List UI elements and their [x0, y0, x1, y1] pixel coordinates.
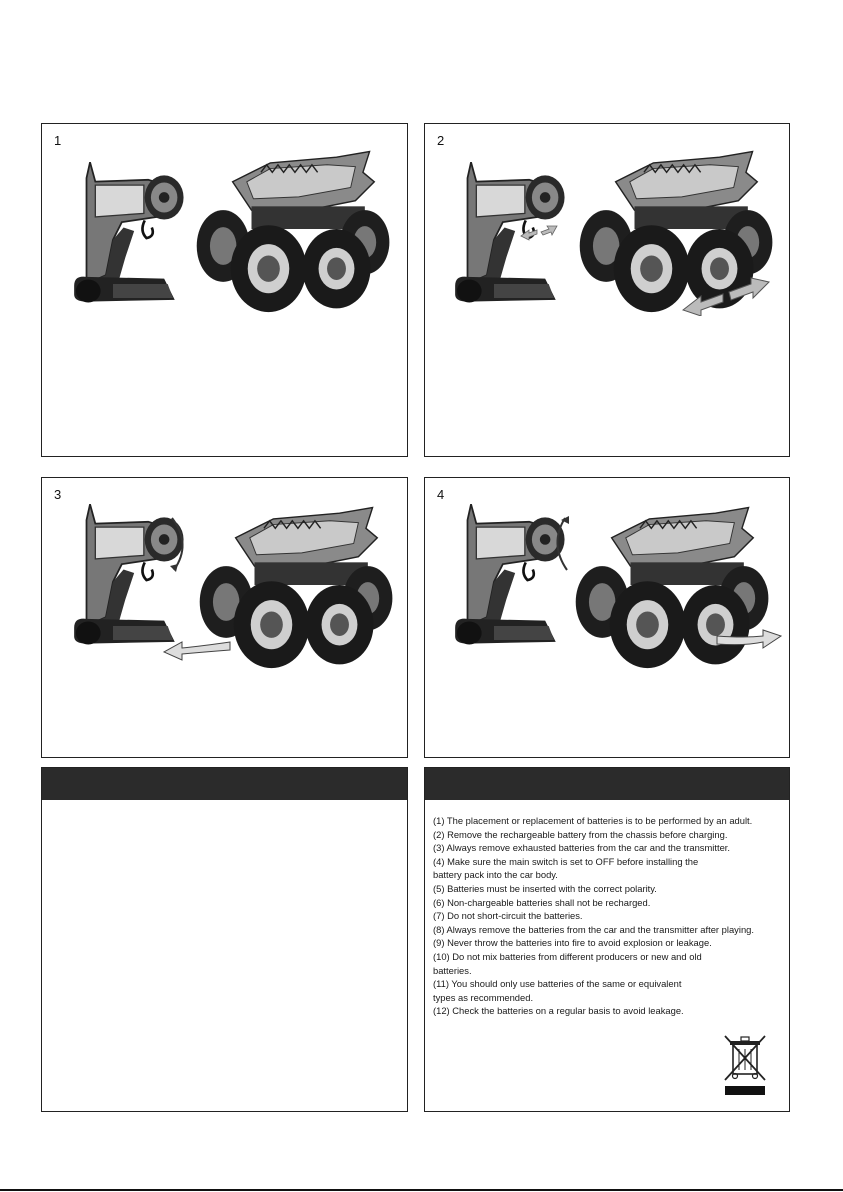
step-panel-2	[424, 123, 790, 457]
step-number: 3	[54, 487, 62, 502]
page-bottom-rule	[0, 1189, 843, 1191]
crossed-out-wheelie-bin-icon	[721, 1034, 769, 1098]
step-number: 4	[437, 487, 445, 502]
section-header-bar	[42, 768, 407, 800]
warning-item-continued: battery pack into the car body.	[433, 869, 558, 881]
warning-item: (11) You should only use batteries of the same or equivalent	[433, 978, 682, 990]
battery-warning-list	[433, 814, 785, 1018]
warning-item-continued: batteries.	[433, 964, 472, 976]
step-number: 2	[437, 133, 445, 148]
warning-item: (9) Never throw the batteries into fire to avoid explosion or leakage.	[433, 937, 712, 949]
warning-item: (1) The placement or replacement of batteries is to be performed by an adult.	[433, 815, 753, 826]
turn-right-arrow-icon	[715, 628, 785, 658]
step-panel-1	[41, 123, 408, 457]
step-panel-3	[41, 477, 408, 758]
warning-item: (4) Make sure the main switch is set to OFF before installing the	[433, 855, 699, 867]
warning-item: (6) Non-chargeable batteries shall not be recharged.	[433, 896, 651, 908]
warning-item: (12) Check the batteries on a regular basis to avoid leakage.	[433, 1005, 684, 1017]
battery-warnings-box	[424, 767, 790, 1112]
monster-truck-icon	[184, 144, 404, 314]
warning-item: (7) Do not short-circuit the batteries.	[433, 910, 583, 922]
warning-item: (3) Always remove exhausted batteries from the car and the transmitter.	[433, 842, 731, 854]
forward-backward-arrow-icon	[681, 276, 771, 316]
turn-left-arrow-icon	[162, 636, 232, 662]
warning-item: (2) Remove the rechargeable battery from the chassis before charging.	[433, 828, 728, 840]
step-panel-4	[424, 477, 790, 758]
remote-controller-icon	[54, 156, 194, 306]
info-box-left	[41, 767, 408, 1112]
warning-item-continued: types as recommended.	[433, 991, 534, 1003]
warning-item: (5) Batteries must be inserted with the correct polarity.	[433, 882, 657, 894]
step-number: 1	[54, 133, 62, 148]
warning-item: (8) Always remove the batteries from the car and the transmitter after playing.	[433, 923, 754, 935]
warning-item: (10) Do not mix batteries from different producers or new and old	[433, 950, 702, 962]
trigger-direction-arrow-icon	[519, 222, 559, 242]
section-header-bar	[425, 768, 789, 800]
